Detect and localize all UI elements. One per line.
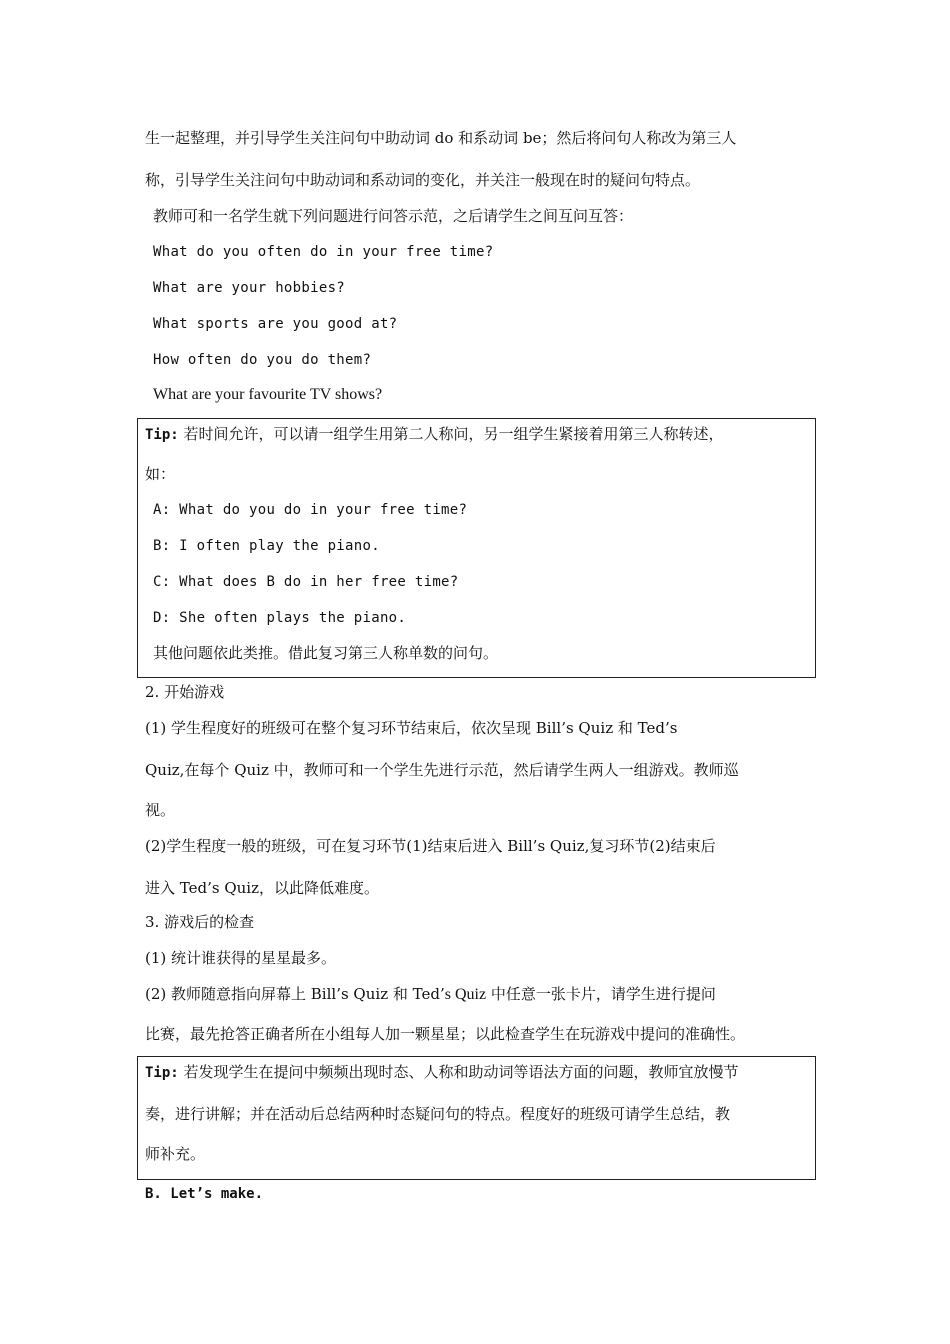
tip-label: Tip:	[145, 427, 179, 443]
section-2-p2-line-2: 进入 Ted’s Quiz，以此降低难度。	[145, 879, 379, 897]
section-3-heading: 3. 游戏后的检查	[145, 913, 255, 931]
intro-line-3: 教师可和一名学生就下列问题进行问答示范，之后请学生之间互问互答：	[153, 207, 634, 225]
dialogue-line: B: I often play the piano.	[153, 538, 380, 554]
section-2-p1-line-3: 视。	[145, 801, 176, 819]
tip-1-line-2: 如：	[145, 465, 176, 483]
question-item: What are your hobbies?	[153, 280, 346, 296]
section-3-p2-line-2: 比赛，最先抢答正确者所在小组每人加一颗星星；以此检查学生在玩游戏中提问的准确性。	[145, 1025, 746, 1043]
tip-2-line-2: 奏，进行讲解；并在活动后总结两种时态疑问句的特点。程度好的班级可请学生总结，教	[145, 1105, 731, 1123]
tip-1-text: 若时间允许，可以请一组学生用第二人称问，另一组学生紧接着用第三人称转述，	[183, 425, 724, 443]
question-item: What sports are you good at?	[153, 316, 398, 332]
dialogue-line: C: What does B do in her free time?	[153, 574, 459, 590]
tip-2-line-1	[145, 1062, 739, 1083]
dialogue-line: A: What do you do in your free time?	[153, 502, 468, 518]
section-3-p1: (1) 统计谁获得的星星最多。	[145, 949, 337, 967]
section-3-p2-text-b: s Quiz	[444, 986, 487, 1003]
tip-2-line-3: 师补充。	[145, 1145, 206, 1163]
section-3-p2-text-c: 中任意一张卡片，请学生进行提问	[486, 985, 716, 1003]
tip-1-line-1	[145, 424, 724, 445]
dialogue-line: D: She often plays the piano.	[153, 610, 407, 626]
question-item: How often do you do them?	[153, 352, 372, 368]
question-item: What do you often do in your free time?	[153, 244, 494, 260]
section-2-p2-line-1: (2)学生程度一般的班级，可在复习环节(1)结束后进入 Bill’s Quiz,复习环节(2)结束后	[145, 837, 716, 855]
tip-label: Tip:	[145, 1065, 179, 1081]
section-2-heading: 2. 开始游戏	[145, 683, 225, 701]
intro-line-1: 生一起整理，并引导学生关注问句中助动词 do 和系动词 be；然后将问句人称改为第三人	[145, 129, 737, 147]
question-item: What are your favourite TV shows?	[153, 386, 383, 403]
intro-line-2: 称，引导学生关注问句中助动词和系动词的变化，并关注一般现在时的疑问句特点。	[145, 171, 701, 189]
section-2-p1-line-1: (1) 学生程度好的班级可在整个复习环节结束后，依次呈现 Bill’s Quiz 和 Ted’s	[145, 719, 678, 737]
tip-2-text: 若发现学生在提问中频频出现时态、人称和助动词等语法方面的问题，教师宜放慢节	[183, 1063, 739, 1081]
tip-1-closing: 其他问题依此类推。借此复习第三人称单数的问句。	[153, 644, 499, 662]
section-2-p1-line-2: Quiz,在每个 Quiz 中，教师可和一个学生先进行示范，然后请学生两人一组游戏。教师巡	[145, 761, 739, 779]
section-3-p2-line-1	[145, 984, 716, 1005]
section-b-heading: B. Let’s make.	[145, 1186, 264, 1202]
section-3-p2-text-a: (2) 教师随意指向屏幕上 Bill’s Quiz 和 Ted’	[145, 985, 445, 1003]
